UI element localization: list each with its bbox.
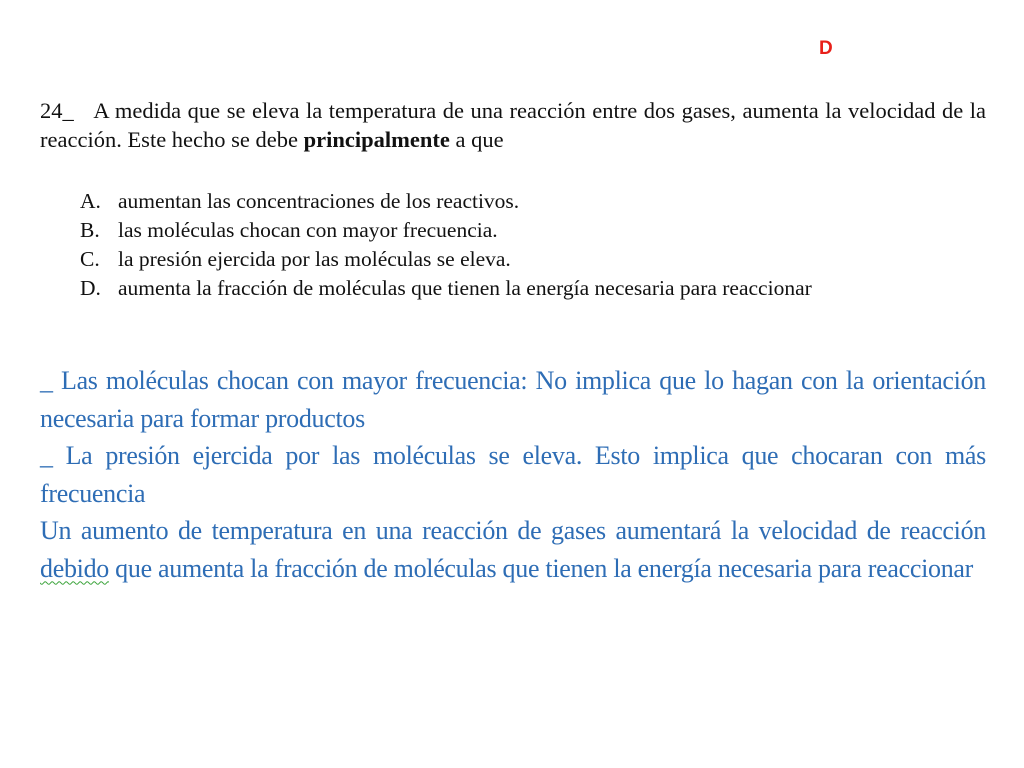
option-c xyxy=(80,245,1000,274)
option-letter: C. xyxy=(80,247,100,271)
question-number: 24_ xyxy=(40,98,74,123)
option-text: aumentan las concentraciones de los reactivos. xyxy=(118,189,520,213)
explanation-p3-start: Un aumento de temperatura en una reacción de gases aumentará la velocidad de reacción xyxy=(40,516,986,545)
explanation-paragraph-3 xyxy=(40,512,986,587)
option-d xyxy=(80,274,1000,303)
option-letter: D. xyxy=(80,276,101,300)
explanation-text xyxy=(40,362,986,587)
option-b xyxy=(80,216,1000,245)
explanation-paragraph-2: _ La presión ejercida por las moléculas se eleva. Esto implica que chocaran con más frecuencia xyxy=(40,441,986,508)
option-text: la presión ejercida por las moléculas se eleva. xyxy=(118,247,511,271)
option-letter: B. xyxy=(80,218,100,242)
answer-key-label: D xyxy=(819,38,833,59)
option-letter: A. xyxy=(80,189,101,213)
spellcheck-flagged-word: debido xyxy=(40,553,109,583)
question-tail: a que xyxy=(455,127,504,152)
option-a xyxy=(80,187,1000,216)
explanation-paragraph-1: _ Las moléculas chocan con mayor frecuencia: No implica que lo hagan con la orientación necesaria para formar productos xyxy=(40,366,986,433)
question-text xyxy=(40,96,986,154)
answer-options xyxy=(80,187,1000,303)
question-body: A medida que se eleva la temperatura de una reacción entre dos gases, aumenta la velocidad de la reacción. Este hecho se debe xyxy=(40,98,987,152)
option-text: aumenta la fracción de moléculas que tienen la energía necesaria para reaccionar xyxy=(118,276,812,300)
question-emphasis: principalmente xyxy=(303,127,450,152)
option-text: las moléculas chocan con mayor frecuencia. xyxy=(118,218,498,242)
explanation-p3-end: que aumenta la fracción de moléculas que tienen la energía necesaria para reaccionar xyxy=(115,553,973,583)
